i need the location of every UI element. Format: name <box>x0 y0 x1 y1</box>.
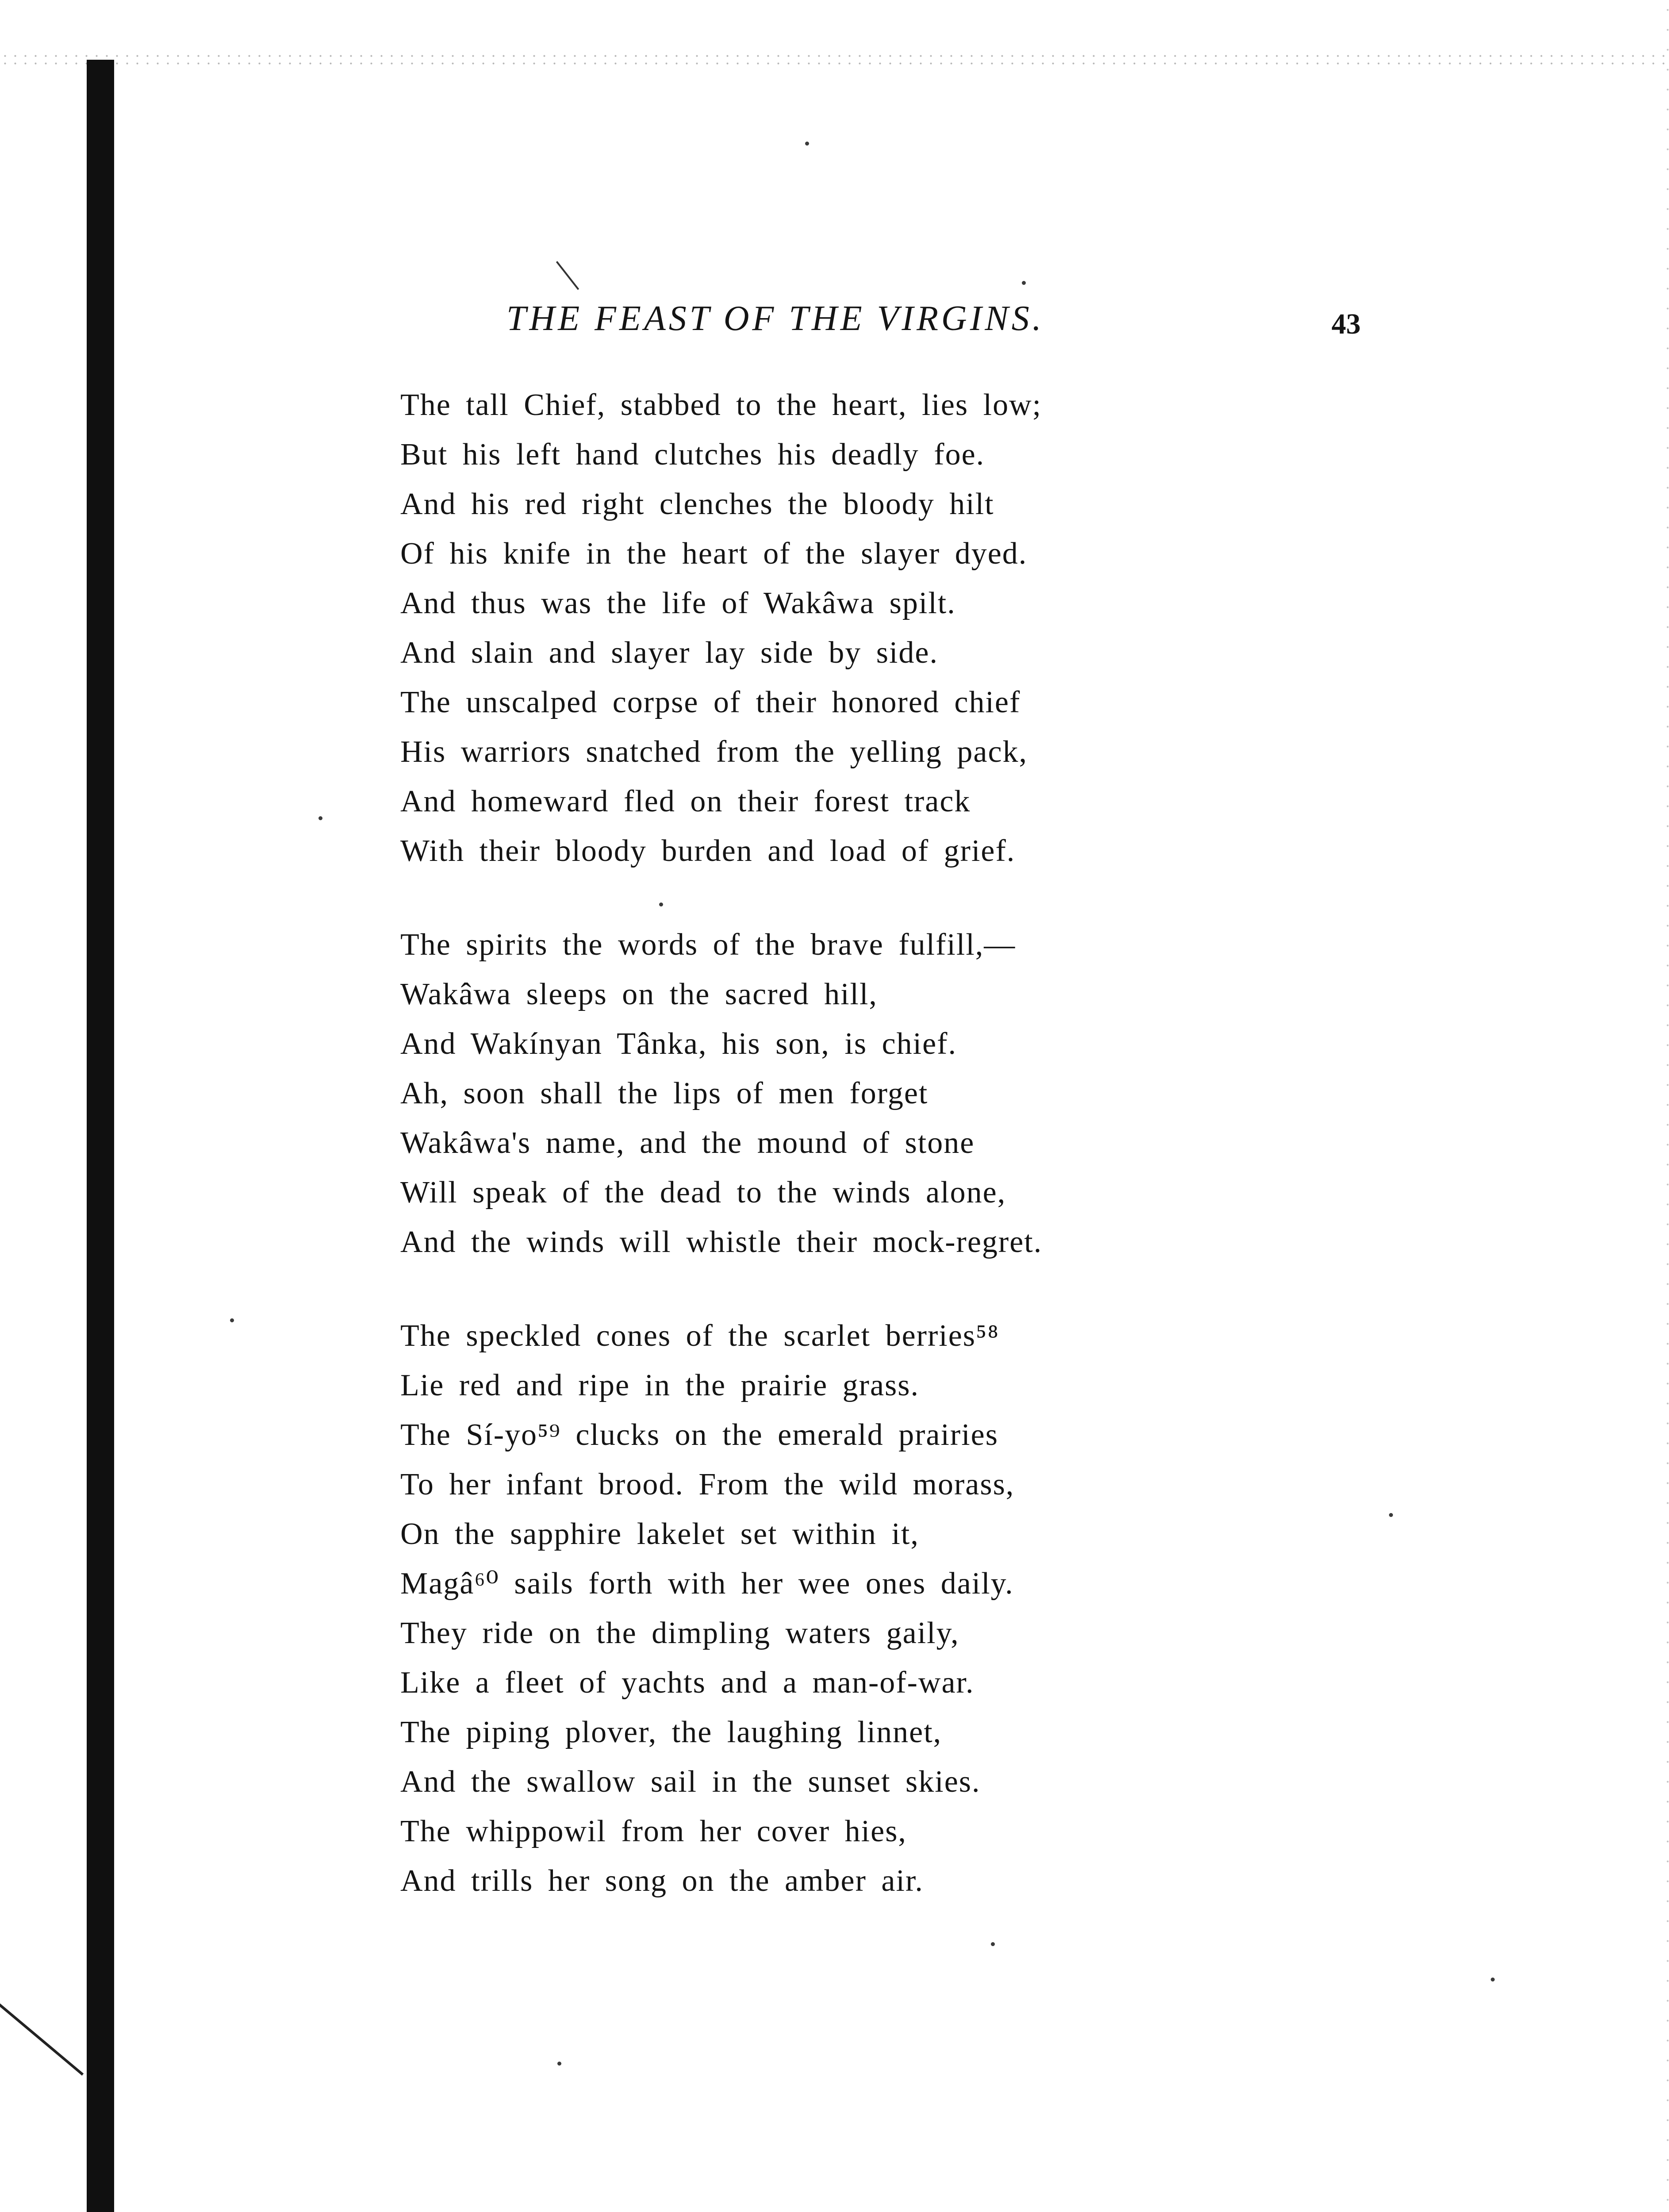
poem-line: Will speak of the dead to the winds alone, <box>400 1175 1006 1210</box>
page-number: 43 <box>1331 308 1361 340</box>
poem-line: His warriors snatched from the yelling pack, <box>400 735 1028 769</box>
poem-line: They ride on the dimpling waters gaily, <box>400 1616 959 1650</box>
running-title: THE FEAST OF THE VIRGINS. <box>506 299 1044 338</box>
poem-line: On the sapphire lakelet set within it, <box>400 1517 919 1551</box>
speck <box>805 142 809 146</box>
speck <box>1022 281 1026 285</box>
poem-line: And Wakínyan Tânka, his son, is chief. <box>400 1027 957 1061</box>
poem-line: Wakâwa's name, and the mound of stone <box>400 1126 975 1160</box>
speck <box>230 1318 234 1322</box>
poem-line: Of his knife in the heart of the slayer dyed. <box>400 537 1028 571</box>
speck <box>557 2062 561 2066</box>
poem-line: Ah, soon shall the lips of men forget <box>400 1076 929 1110</box>
poem-line: Magâ⁶⁰ sails forth with her wee ones daily. <box>400 1567 1014 1601</box>
poem-line: To her infant brood. From the wild morass, <box>400 1467 1015 1502</box>
stanza-2 <box>400 920 1285 1267</box>
poem-line: And the winds will whistle their mock-regret. <box>400 1225 1043 1259</box>
poem-line: The spirits the words of the brave fulfill,— <box>400 928 1016 962</box>
poem-line: Like a fleet of yachts and a man-of-war. <box>400 1666 975 1700</box>
poem-line: The speckled cones of the scarlet berries⁵⁸ <box>400 1319 999 1353</box>
poem-body <box>400 380 1285 1950</box>
speck <box>1389 1513 1393 1517</box>
poem-line: The whippowil from her cover hies, <box>400 1814 907 1848</box>
poem-line: And thus was the life of Wakâwa spilt. <box>400 586 956 620</box>
poem-line: The unscalped corpse of their honored chief <box>400 685 1021 719</box>
pen-stroke-mark <box>556 261 579 290</box>
speck <box>318 816 322 820</box>
corner-fold-line <box>0 2000 84 2076</box>
poem-line: The tall Chief, stabbed to the heart, lies low; <box>400 388 1042 422</box>
poem-line: But his left hand clutches his deadly foe. <box>400 438 985 472</box>
poem-line: Wakâwa sleeps on the sacred hill, <box>400 977 878 1011</box>
stanza-3 <box>400 1311 1285 1906</box>
poem-line: And trills her song on the amber air. <box>400 1864 924 1898</box>
poem-line: Lie red and ripe in the prairie grass. <box>400 1368 920 1402</box>
stanza-1 <box>400 380 1285 876</box>
poem-line: And the swallow sail in the sunset skies. <box>400 1765 981 1799</box>
page-top-edge <box>0 52 1669 70</box>
poem-line: And slain and slayer lay side by side. <box>400 636 939 670</box>
poem-line: The Sí-yo⁵⁹ clucks on the emerald prairies <box>400 1418 998 1452</box>
page-right-edge <box>1666 0 1669 2212</box>
poem-line: With their bloody burden and load of grief. <box>400 834 1016 868</box>
binding-shadow <box>87 60 114 2212</box>
speck <box>1491 1978 1495 1982</box>
poem-line: And homeward fled on their forest track <box>400 784 971 818</box>
poem-line: The piping plover, the laughing linnet, <box>400 1715 942 1749</box>
poem-line: And his red right clenches the bloody hilt <box>400 487 994 521</box>
